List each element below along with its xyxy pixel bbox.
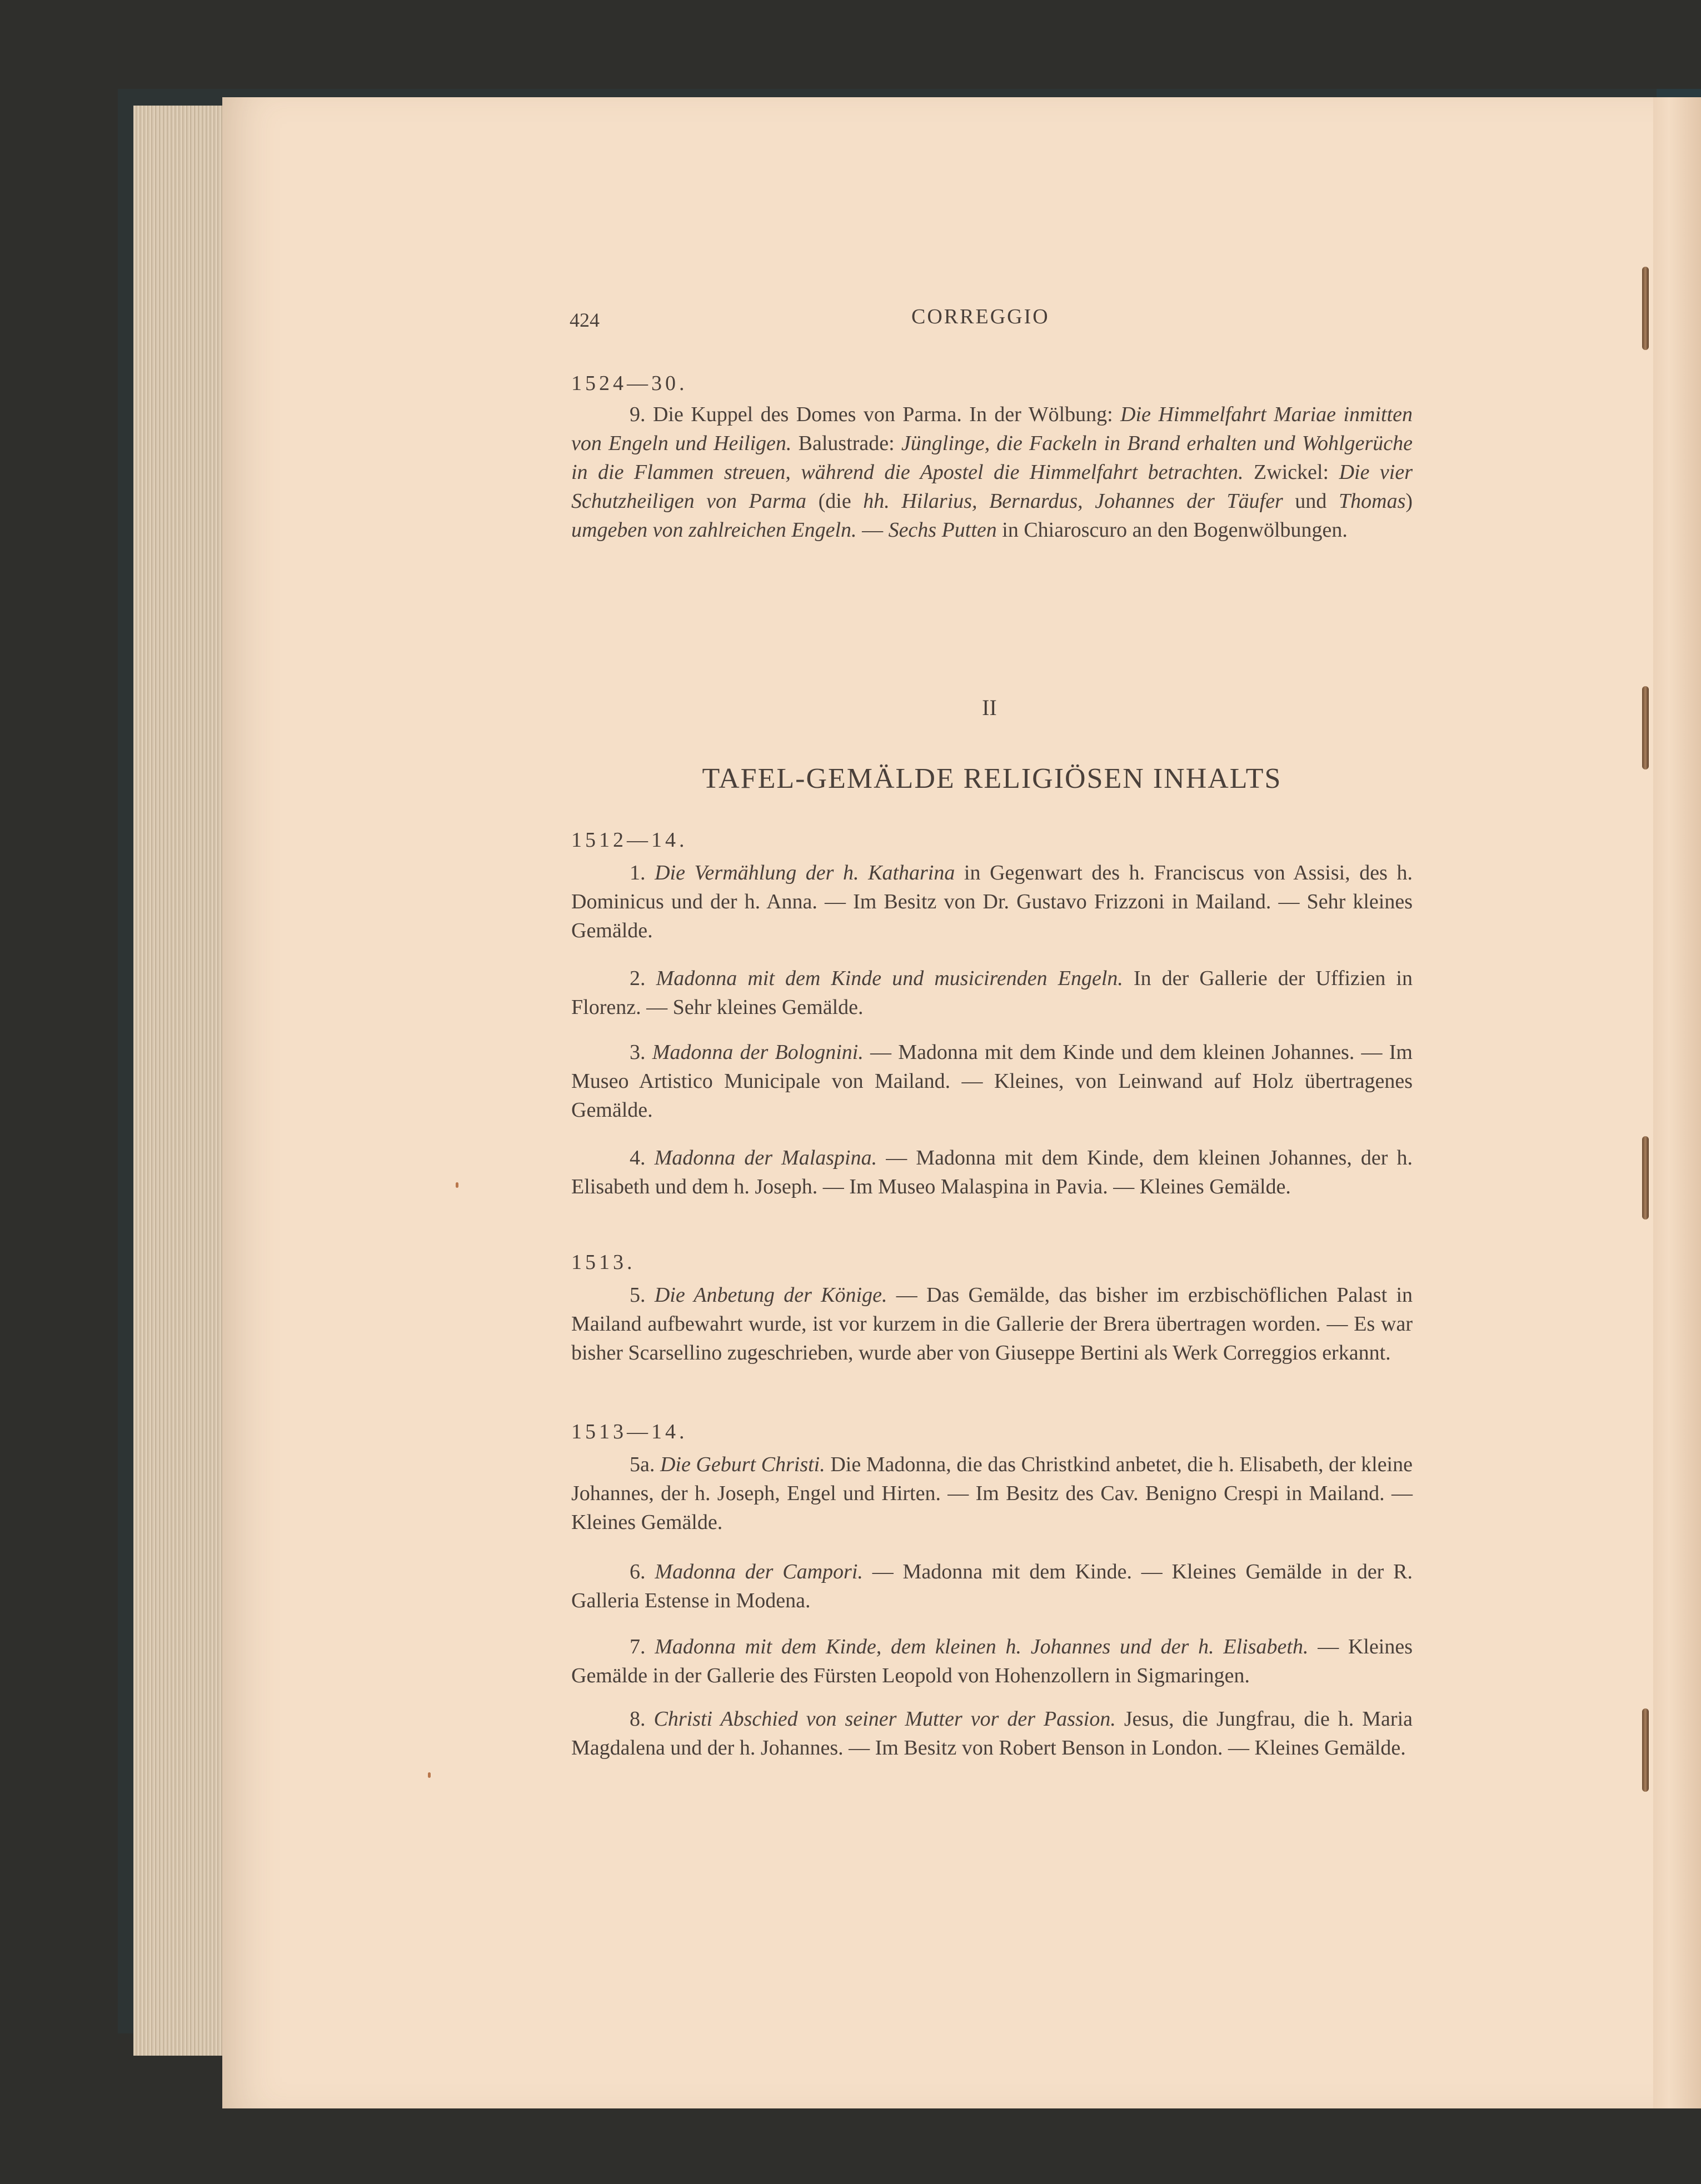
entry-text: 8. [630, 1707, 654, 1731]
entry-text: in Chiaroscuro an den Bogenwölbungen. [996, 518, 1348, 542]
catalogue-entry [571, 1038, 1413, 1125]
catalogue-entry [571, 1557, 1413, 1615]
italic-title: Thomas [1339, 489, 1406, 513]
section-number: II [982, 695, 997, 720]
entry-text: 4. [630, 1146, 655, 1170]
italic-title: umgeben von zahlreichen Engeln. [571, 518, 857, 542]
page-tab [1642, 1708, 1649, 1792]
entry-text: in Gegenwart des h. Franciscus von Assisi, des h. Dominicus und der h. Anna. — Im Besitz von Dr. Gustavo Frizzoni in Mailand. — Sehr kleines Gemälde. [571, 861, 1413, 942]
italic-title: Jünglinge, die Fackeln in Brand erhalten und Wohlgerüche in die Flammen streuen, während die Apostel die Himmelfahrt betrachten. [571, 432, 1413, 484]
entry-text: — Madonna mit dem Kinde, dem kleinen Johannes, der h. Elisabeth und dem h. Joseph. — Im Museo Malaspina in Pavia. — Kleines Gemälde. [571, 1146, 1413, 1198]
italic-title: Madonna der Campori. [655, 1560, 863, 1583]
paper-speck [428, 1772, 431, 1778]
year-heading: 1513—14. [571, 1420, 688, 1443]
catalogue-entry [571, 1450, 1413, 1537]
page-tab [1642, 1136, 1649, 1220]
section-title: TAFEL-GEMÄLDE RELIGIÖSEN INHALTS [702, 763, 1282, 794]
entry-text: — Das Gemälde, das bisher im erzbischöflichen Palast in Mailand aufbewahrt wurde, ist vor kurzem in die Gallerie der Brera übertragen worden. — Es war bisher Scarsellino zugeschrieben, wurde aber von Giuseppe Bertini als Werk Correggios erkannt. [571, 1283, 1413, 1365]
entry-text: 7. [630, 1635, 655, 1658]
catalogue-entry [571, 1632, 1413, 1690]
entry-text: 2. [630, 967, 656, 990]
page-number: 424 [570, 309, 600, 331]
italic-title: Madonna der Bolognini. [652, 1041, 864, 1064]
italic-title: Madonna mit dem Kinde und musicirenden Engeln. [656, 967, 1123, 990]
italic-title: Die Himmelfahrt Mariae inmitten von Engeln und Heiligen. [571, 403, 1413, 455]
italic-title: Madonna mit dem Kinde, dem kleinen h. Johannes und der h. Elisabeth. [655, 1635, 1309, 1658]
catalogue-entry [571, 1281, 1413, 1367]
entry-text: Die Madonna, die das Christkind anbetet, die h. Elisabeth, der kleine Johannes, der h. Joseph, Engel und Hirten. — Im Besitz des Cav. Benigno Crespi in Mailand. — Kleines Gemälde. [571, 1453, 1413, 1534]
catalogue-entry [571, 1705, 1413, 1762]
running-title: CORREGGIO [911, 305, 1050, 328]
page-tab [1642, 267, 1649, 350]
entry-text: 5. [630, 1283, 655, 1307]
italic-title: Christi Abschied von seiner Mutter vor der Passion. [654, 1707, 1116, 1731]
entry-text: Zwickel: [1243, 461, 1339, 484]
catalogue-entry [571, 1143, 1413, 1201]
year-heading: 1512—14. [571, 828, 688, 852]
italic-title: Die Anbetung der Könige. [654, 1283, 887, 1307]
entry-text: Balustrade: [791, 432, 901, 455]
catalogue-entry [571, 964, 1413, 1022]
italic-title: Die Vermählung der h. Katharina [655, 861, 955, 884]
catalogue-entry [571, 858, 1413, 945]
italic-title: Sechs Putten [888, 518, 997, 542]
entry-text: 5a. [630, 1453, 660, 1476]
entry-text: In der Gallerie der Uffizien in Florenz. — Sehr kleines Gemälde. [571, 967, 1413, 1019]
paper-speck [456, 1182, 458, 1188]
year-heading: 1524—30. [571, 372, 688, 395]
entry-text: 1. [630, 861, 655, 884]
italic-title: hh. Hilarius, Bernardus, Johannes der Täufer [863, 489, 1283, 513]
italic-title: Die vier Schutzheiligen von Parma [571, 461, 1413, 513]
year-heading: 1513. [571, 1251, 636, 1274]
entry-text: ) [1405, 489, 1413, 513]
entry-text: Jesus, die Jungfrau, die h. Maria Magdalena und der h. Johannes. — Im Besitz von Robert Benson in London. — Kleines Gemälde. [571, 1707, 1413, 1760]
entry-text: 3. [630, 1041, 652, 1064]
entry-text: — [856, 518, 889, 542]
entry-text: — Madonna mit dem Kinde. — Kleines Gemälde in der R. Galleria Estense in Modena. [571, 1560, 1413, 1612]
entry-text: 6. [630, 1560, 655, 1583]
catalogue-entry [571, 400, 1413, 544]
italic-title: Madonna der Malaspina. [654, 1146, 877, 1170]
entry-text: — Madonna mit dem Kinde und dem kleinen Johannes. — Im Museo Artistico Municipale von Mailand. — Kleines, von Leinwand auf Holz übertragenes Gemälde. [571, 1041, 1413, 1122]
facing-page-edge [1648, 97, 1701, 2108]
italic-title: Die Geburt Christi. [660, 1453, 825, 1476]
entry-text: und [1283, 489, 1339, 513]
entry-text: (die [806, 489, 864, 513]
entry-text: 9. Die Kuppel des Domes von Parma. In der Wölbung: [630, 403, 1121, 426]
entry-text: — Kleines Gemälde in der Gallerie des Fürsten Leopold von Hohenzollern in Sigmaringen. [571, 1635, 1413, 1687]
